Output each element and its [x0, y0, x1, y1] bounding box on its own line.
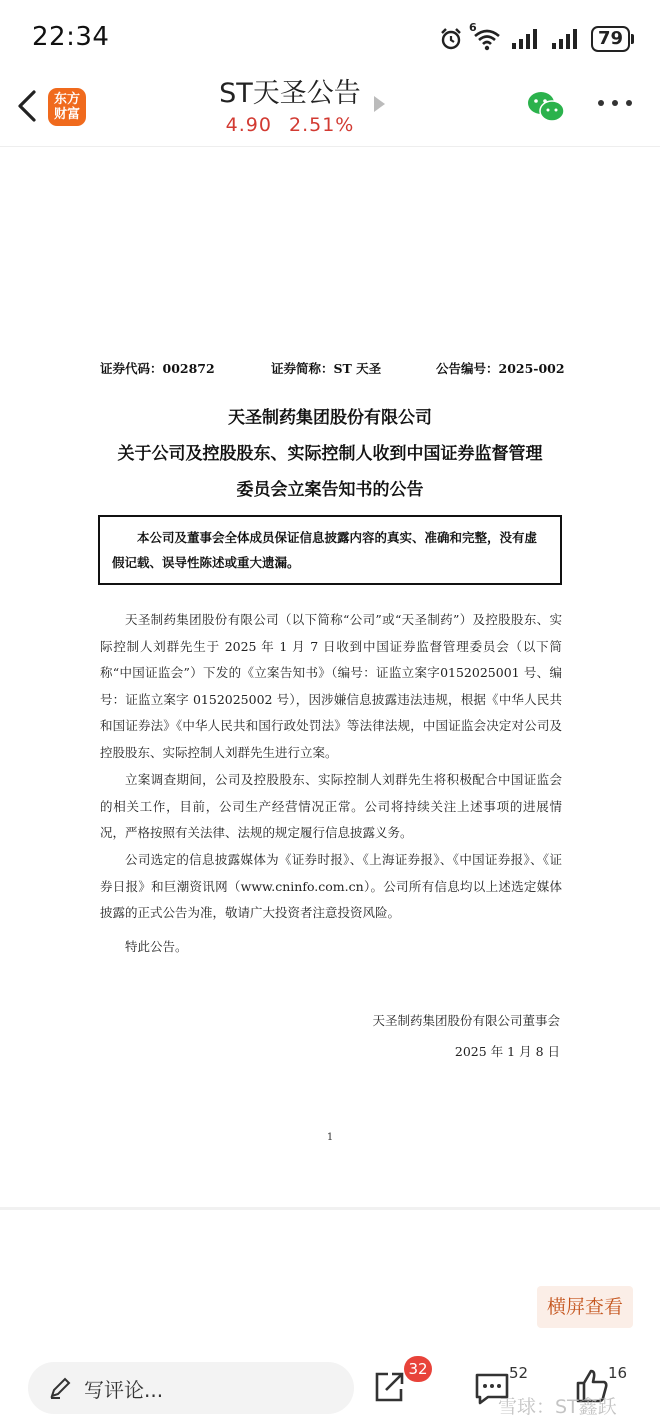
signal-icon: [511, 28, 541, 50]
share-count-badge: 32: [404, 1356, 432, 1382]
brand-logo[interactable]: [48, 88, 86, 126]
document-company: 天圣制药集团股份有限公司: [228, 408, 432, 428]
comment-count: 52: [509, 1364, 529, 1382]
landscape-view-button[interactable]: 横屏查看: [537, 1286, 633, 1328]
signature-date: 2025 年 1 月 8 日: [454, 1044, 560, 1059]
wechat-share-icon[interactable]: [526, 90, 566, 124]
brand-logo-line1: 东方: [53, 92, 80, 107]
document-title-line1: 关于公司及控股股东、实际控制人收到中国证券监督管理: [117, 444, 543, 464]
stock-price: 4.90: [225, 114, 272, 136]
security-name: 证券简称：ST 天圣: [271, 361, 382, 376]
pencil-icon: [48, 1376, 72, 1400]
title-block[interactable]: [190, 78, 390, 136]
watermark: 雪球：ST鑫跃: [498, 1396, 617, 1418]
status-time: 22:34: [32, 22, 110, 52]
page-number: 1: [326, 1132, 334, 1143]
paragraph-2: 立案调查期间，公司及控股股东、实际控制人刘群先生将积极配合中国证监会的相关工作，目前，公司生产经营情况正常。公司将持续关注上述事项的进展情况，严格按照有关法律、法规的规定履行信息披露义务。: [100, 772, 562, 840]
document-divider: [0, 1207, 660, 1210]
app-header: [0, 78, 660, 146]
status-icons: [439, 21, 630, 54]
more-icon[interactable]: [598, 100, 632, 110]
comment-input[interactable]: [28, 1362, 354, 1414]
security-code: 证券代码：002872: [100, 361, 215, 376]
document-page[interactable]: [0, 147, 660, 1207]
status-bar: [0, 0, 660, 78]
network-type-label: 6: [468, 21, 477, 34]
disclosure-notice-box: 本公司及董事会全体成员保证信息披露内容的真实、准确和完整，没有虚假记载、误导性陈述或重大遗漏。: [98, 515, 562, 585]
paragraph-1: 天圣制药集团股份有限公司（以下简称“公司”或“天圣制药”）及控股股东、实际控制人刘群先生于 2025 年 1 月 7 日收到中国证券监督管理委员会（以下简称“中国证监会”）下发的《立案告知书》（编号：证监立案字0152025001 号、编号：证监立案字 0152025002 号），因涉嫌信息披露违法违规，根据《中华人民共和国证券法》《中华人民共和国行政处罚法》等法律法规，中国证监会决定对公司及控股股东、实际控制人刘群先生进行立案。: [100, 612, 562, 760]
comment-placeholder: 写评论...: [84, 1377, 164, 1402]
title-arrow-icon[interactable]: [374, 96, 385, 112]
stock-quote: [190, 114, 390, 136]
paragraph-3: 公司选定的信息披露媒体为《证券时报》、《上海证券报》、《中国证券报》、《证券日报》和巨潮资讯网（www.cninfo.com.cn）。公司所有信息均以上述选定媒体披露的正式公告为准，敬请广大投资者注意投资风险。: [100, 852, 562, 920]
document-title-line2: 委员会立案告知书的公告: [236, 480, 424, 500]
wifi-icon: [468, 21, 501, 51]
brand-logo-line2: 财富: [53, 107, 80, 122]
signal-icon-2: [551, 28, 581, 50]
like-count: 16: [608, 1364, 628, 1382]
notice-number: 公告编号：2025-002: [436, 361, 565, 376]
battery-icon: 79: [591, 26, 630, 52]
page-title: ST天圣公告: [219, 78, 361, 109]
paragraph-4: 特此公告。: [125, 939, 188, 954]
share-icon[interactable]: [372, 1370, 406, 1404]
alarm-icon: [439, 27, 463, 51]
stock-change: 2.51%: [289, 114, 355, 136]
signature: 天圣制药集团股份有限公司董事会: [372, 1013, 560, 1028]
back-icon[interactable]: [10, 86, 44, 126]
